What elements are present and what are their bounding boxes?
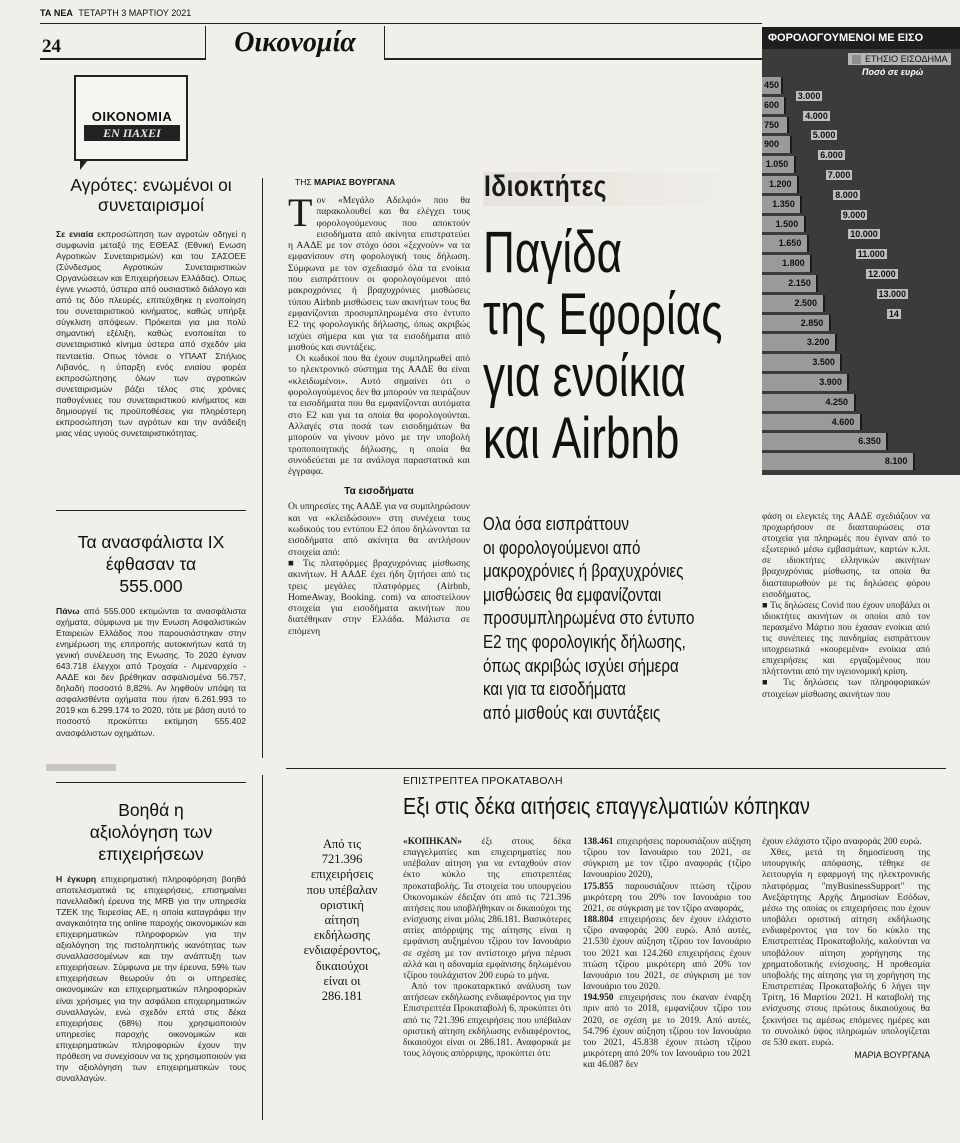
pull-line-5: οριστική <box>320 897 364 912</box>
chart-label-income: 8.000 <box>835 189 858 200</box>
page-number: 24 <box>42 36 61 57</box>
deck-line-2: οι φορολογούμενοι από <box>483 537 641 558</box>
brief-tzek-body <box>56 874 246 1084</box>
main-p3: Οι υπηρεσίες της ΑΑΔΕ για να συμπληρώσουν και να «κλειδώσουν» στη συνέχεια τους κωδικούς του εντύπου Ε2 όπου δηλώνονται τα εισοδήματα από ακίνητα θα αντλήσουν στοιχεία από: <box>288 501 470 558</box>
chart-label-income: 13.000 <box>878 288 907 299</box>
deck-line-8: και για τα εισοδήματα <box>483 679 626 700</box>
brief-tzek-title: Βοηθά η αξιολόγηση των επιχειρήσεων <box>89 800 213 864</box>
brief-ix-lead: Πάνω <box>56 606 80 616</box>
deck-line-4: μισθώσεις θα εμφανίζονται <box>483 584 662 605</box>
bottom-c1-text: έξι στους δέκα επαγγελματίες και επιχειρηματίες που υπέβαλαν αίτηση για να ενταχθούν στον έκτο κύκλο της επιστρεπτέας προκαταβολής. Τα στοιχεία του υπουργείου Οικονομικών έδειξαν ότι από τις 721.396 αιτήσεις που υποβλήθηκαν οι δικαιούχοι της ενίσχυσης είναι μόλις 286.181. Βασικότερες αιτίες απόρριψης της αίτησης είναι η εμφάνιση αυξημένου τζίρου τον Ιανουάριο σε σχέση με τον αντίστοιχο μήνα πέρυσι αλλά και η αδυναμία εμφάνισης δηλωμένου τζίρου τουλάχιστον 200 ευρώ το μήνα. <box>403 837 571 981</box>
main-col-1 <box>288 190 470 637</box>
chart-label-amount: 1.350 <box>772 198 795 209</box>
bottom-c3-p2: Χθες, μετά τη δημοσίευση της υπουργικής απόφασης, τέθηκε σε λειτουργία η εφαρμογή της ηλεκτρονικής πλατφόρμας "myBusinessSupport" της Ανεξάρτητης Αρχής Δημοσίων Εσόδων, μέσω της οποίας οι επιχειρήσεις που έχουν υποβάλει οριστική αίτηση εκδήλωσης ενδιαφέροντος για τον 6ο κύκλο της Επιστρεπτέας Προκαταβολής, καλούνται να υποβάλουν αίτηση χορήγησης της χρηματοδοτικής ενίσχυσης. Η προθεσμία υποβολής της αίτησης για τη χορήγηση της Επιστρεπτέας Προκαταβολής 6 λήγει την Τρίτη, 16 Μαρτίου 2021. Η καταβολή της ενίσχυσης στους πρώτους δικαιούχους θα ξεκινήσει τις αμέσως επόμενες ημέρες και το συνολικό ύψος πληρωμών υπολογίζεται σε 530 εκατ. ευρώ. <box>762 848 930 1048</box>
bottom-c2-num-4: 194.950 <box>583 993 614 1004</box>
main-col3-p3: ■ Τις δηλώσεις των πληροφοριακών στοιχείων μίσθωσης ακινήτων που <box>762 677 930 699</box>
masthead <box>40 8 760 24</box>
headline-line-4: και Airbnb <box>483 406 680 471</box>
chart-label-income: 3.000 <box>797 90 821 101</box>
deck-line-7: όπως ακριβώς ισχύει σήμερα <box>483 655 679 676</box>
deck-line-6: Ε2 της φορολογικής δήλωσης, <box>483 631 686 652</box>
pull-line-10: είναι οι <box>323 973 361 988</box>
chart-label-amount: 4.250 <box>825 396 849 407</box>
section-rule <box>40 58 762 60</box>
briefs-logo-sub: ΕΝ ΠΑΧΕΙ <box>84 125 180 141</box>
brief-agrotes-body <box>56 229 246 439</box>
bottom-col-3 <box>762 837 930 1060</box>
chart-legend <box>848 53 951 77</box>
bottom-c3-p1: έχουν ελάχιστο τζίρο αναφοράς 200 ευρώ. <box>762 837 922 847</box>
section-label: Οικονομία <box>234 27 356 58</box>
brief-agrotes-text: εκπροσώπηση των αγροτών οδηγεί η συμφωνία μεταξύ της ΕΘΕΑΣ (Εθνική Ενωση Αγροτικών Συνεταιρισμών) και του ΣΑΣΟΕΕ (Σύνδεσμος Αγροτικών Συνεταιριστικών Οργανώσεων και Επιχειρήσεων Ελλάδας). Οπως έγινε γνωστό, ύστερα από ουσιαστικό διάλογο και από τις δύο πλευρές, επιτεύχθηκε η ενοποίηση του συνεταιριστικού κινήματος, καθώς υπήρξε σύγκλιση απόψεων. Πρόκειται για μια πολύ σημαντική εξέλιξη, καθώς ενοποιείται το συνεταιριστικό κίνημα ύστερα από σχεδόν μία πενταετία. Οπως τόνισε ο ΥΠΑΑΤ Σπήλιος Λιβανός, η ύπαρξη ενός ενιαίου φορέα εκπροσώπησης όλων των αγροτικών συνεταιρισμών βάζει τέλος στις χρόνιες παθογένειες του συνεταιριστικού κινήματος και δημιουργεί τις προϋποθέσεις για πληρέστερη εκπροσώπηση των αγρότων και την ανάδειξη μιας νέας υγιούς συνεταιριστικότητας. <box>56 229 246 438</box>
chart-label-income: 5.000 <box>812 130 836 141</box>
bottom-c1-p1 <box>403 837 571 982</box>
bottom-c2-text-3: επιχειρήσεις δεν έχουν ελάχιστο τζίρο αναφοράς 200 ευρώ. Από αυτές, 21.530 έχουν αύξηση τζίρου τον Ιανουάριο του 2021 και 124.260 επιχειρήσεις έχουν πτώση τζίρου μικρότερη από 20% τον Ιανουάριο του 2021, σε σύγκριση με τον Ιανουάριο του 2020. <box>583 915 751 993</box>
bottom-c2-item-1 <box>583 837 751 882</box>
byline-prefix: ΤΗΣ <box>295 177 312 187</box>
brief-ix-title: Τα ανασφάλιστα ΙΧ έφθασαν τα 555.000 <box>77 532 225 596</box>
brief-agrotes-title: Αγρότες: ενωμένοι οι συνεταιρισμοί <box>70 175 232 215</box>
bottom-c2-item-3 <box>583 915 751 993</box>
bottom-c2-num-3: 188.804 <box>583 915 614 926</box>
chart-label-income: 9.000 <box>842 209 866 220</box>
brief-ix <box>56 531 246 739</box>
bottom-top-rule <box>286 768 946 769</box>
tax-chart <box>762 27 960 475</box>
chart-label-amount: 2.850 <box>800 317 824 328</box>
bottom-c2-item-2 <box>583 882 751 915</box>
bottom-c1-lead: «ΚΟΠΗΚΑΝ» <box>403 837 462 847</box>
bottom-c2-text-4: επιχειρήσεις που έκαναν έναρξη πριν από το 2018, εμφανίζουν τζίρο του 2020, σε σχέση με το 2019. Από αυτές, 54.796 έχουν αύξηση τζίρου τον Ιανουάριο του 2021, 45.838 έχουν πτώση τζίρου μικρότερη από 20% τον Ιανουάριο του 2021 και 46.087 δεν <box>583 993 751 1071</box>
legend-income: ΕΤΗΣΙΟ ΕΙΣΟΔΗΜΑ <box>865 54 948 64</box>
chart-label-amount: 1.650 <box>778 238 802 249</box>
drop-cap: Τ <box>288 190 313 235</box>
bottom-col-2 <box>583 837 751 1071</box>
chart-label-amount: 900 <box>764 139 780 150</box>
chart-label-amount: 2.150 <box>788 278 811 288</box>
left-col-vrule <box>262 178 263 758</box>
chart-rows <box>762 77 960 475</box>
main-col-3 <box>762 511 930 700</box>
bottom-signature: ΜΑΡΙΑ ΒΟΥΡΓΑΝΑ <box>854 1049 930 1060</box>
chart-label-amount: 3.900 <box>819 377 842 387</box>
chart-label-income: 7.000 <box>827 170 851 180</box>
brief-tzek <box>56 799 246 1084</box>
subhead-income: Τα εισοδήματα <box>344 486 414 498</box>
chart-label-amount: 3.500 <box>812 357 835 368</box>
brief-tzek-text: επιχειρηματική πληροφόρηση βοηθά αποτελεσματικά τις επιχειρήσεις, επισημαίνει πανελλαδική έρευνα της MRB για την υπηρεσία ΤΖΕΚ της Τειρεσίας ΑΕ, η οποία καταγράφει την αναγκαιότητα της online παροχής οικονομικών και επιχειρηματικών πληροφοριών για την αξιολόγηση της πιστοληπτικής ικανότητας των συναλλασσομένων και την ανάπτυξη των επιχειρήσεων. Σύμφωνα με την έρευνα, 59% των επιχειρήσεων θεωρούν ότι οι υπηρεσίες οικονομικών και επιχειρηματικών πληροφοριών είναι χρήσιμες για την ασφάλεια επιχειρηματικών συναλλαγών, ενώ σχεδόν επτά στις δέκα επιχειρήσεις (68%) που χρησιμοποιούν υπηρεσίες παροχής οικονομικών και επιχειρηματικών πληροφοριών έχουν την πρόθεση να συνεχίσουν να τις χρησιμοποιούν για την αξιολόγηση των επιχειρηματικών τους συναλλαγών. <box>56 874 246 1083</box>
left-col-vrule-2 <box>262 775 263 1120</box>
main-col3-p2: ■ Τις δηλώσεις Covid που έχουν υποβάλει οι ιδιοκτήτες ακινήτων οι οποίοι από τον περασμένο Μάρτιο που έχασαν ενοίκια από τις συνέπειες της πανδημίας εισπράττουν υποχρεωτικά «κουρεμένα» ενοίκια από επιχειρήσεις και εργαζομένους που πλήττονται από την υγειονομική κρίση. <box>762 599 930 677</box>
main-col3-p1: φάση οι ελεγκτές της ΑΑΔΕ σχεδιάζουν να προχωρήσουν σε διασταυρώσεις στα στοιχεία για πληρωμές που έγιναν από το εξωτερικό μέσω εμβασμάτων, καρτών κ.λπ. σε ιδιοκτήτες ελληνικών ακινήτων βραχυχρόνιας μίσθωσης, τα οποία θα διασταυρωθούν με τις δηλώσεις φόρου εισοδήματος. <box>762 511 930 599</box>
briefs-logo <box>74 75 188 161</box>
deck-line-9: από μισθούς και συντάξεις <box>483 702 661 723</box>
pull-line-6: αίτηση <box>324 913 360 928</box>
deck <box>483 513 753 725</box>
bottom-c1-p2: Από τον προκαταρκτικό ανάλυση των αιτήσεων εκδήλωσης ενδιαφέροντος για την Επιστρεπτέα Προκαταβολή 6, προκύπτει ότι από τις 721.396 επιχειρήσεις που υπέβαλαν οριστική αίτηση εκδήλωσης ενδιαφέροντος, δικαιούχοι είναι οι 286.181. Αναφορικά με τους λόγους απόρριψης, προκύπτει ότι: <box>403 982 571 1059</box>
brief-agrotes <box>56 175 246 439</box>
legend-swatch-income <box>852 55 861 64</box>
chart-label-amount: 1.200 <box>769 179 792 189</box>
main-p1-text: ον «Μεγάλο Αδελφό» που θα παρακολουθεί και θα ελέγχει τους φορολογούμενους που αποκτούν εισοδήματα από ακίνητα επιστρατεύει η ΑΑΔΕ με τον στόχο όσοι «ξεχνούν» να τα εμφανίσουν στη φορολογική τους δήλωση. Σύμφωνα με τον σχεδιασμό όλα τα ενοίκια που εισπράττουν οι φορολογούμενοι από μακροχρόνιες ή βραχυχρόνιες μισθώσεις τύπου Airbnb μισθώσεις των ακινήτων τους θα εμφανίζονται προσυμπληρωμένα στο έντυπο Ε2 της φορολογικής δήλωσης, όπως ακριβώς ισχύει σήμερα και για τα εισοδήματα από μισθούς και συντάξεις. <box>288 195 470 353</box>
chart-label-amount: 750 <box>764 119 780 130</box>
chart-label-amount: 6.350 <box>858 436 881 447</box>
pull-line-11: 286.181 <box>321 989 363 1004</box>
chart-label-income: 14 <box>888 308 899 319</box>
bottom-kicker: ΕΠΙΣΤΡΕΠΤΕΑ ΠΡΟΚΑΤΑΒΟΛΗ <box>403 775 563 787</box>
chart-label-income: 4.000 <box>805 110 828 121</box>
left-divider-2 <box>56 782 246 783</box>
main-p2: Οι κωδικοί που θα έχουν συμπληρωθεί από το ηλεκτρονικό σύστημα της ΑΑΔΕ θα είναι «κλειδωμένοι». Αυτό σημαίνει ότι ο φορολογούμενος δεν θα μπορούν να πειράζουν τα εισοδήματα που θα εμφανίζονται αυτόματα στο Ε2 και για τα οποία θα φορολογούνται. Αλλαγές στα ποσά των εισοδημάτων θα μπορούν να γίνουν μόνο με την υποβολή τροποποιητικής δήλωσης, η οποία θα συνοδεύεται με τα ανάλογα παραστατικά και έγγραφα. <box>288 353 470 478</box>
headline-line-2: της Εφορίας <box>483 282 723 347</box>
bottom-c2-num-1: 138.461 <box>583 837 614 847</box>
chart-label-income: 12.000 <box>868 269 896 279</box>
bottom-headline: Εξι στις δέκα αιτήσεις επαγγελματιών κόπηκαν <box>403 793 810 819</box>
pull-line-3: επιχειρήσεις <box>310 867 374 882</box>
pull-quote <box>292 837 392 1004</box>
chart-label-amount: 1.500 <box>775 218 799 229</box>
chart-label-income: 6.000 <box>820 150 843 161</box>
chart-title: ΦΟΡΟΛΟΓΟΥΜΕΝΟΙ ΜΕ ΕΙΣΟ <box>762 27 960 49</box>
headline <box>483 222 773 470</box>
masthead-rule <box>40 23 762 24</box>
bottom-c2-num-2: 175.855 <box>583 881 614 892</box>
pull-line-1: Από τις <box>322 837 362 851</box>
chart-label-amount: 4.600 <box>831 416 855 427</box>
headline-kicker: Ιδιοκτήτες <box>484 170 607 203</box>
ad-strip <box>46 764 116 771</box>
left-divider-1 <box>56 510 246 511</box>
bottom-c2-text-1: επιχειρήσεις παρουσιάζουν αύξηση τζίρου τον Ιανουάριο του 2021, σε σύγκριση με τον τζίρο αναφοράς (τζίρο Ιανουαρίου 2020), <box>583 837 751 881</box>
chart-label-income: 10.000 <box>850 229 878 240</box>
main-p1 <box>288 190 470 353</box>
headline-line-3: για ενοίκια <box>483 344 686 409</box>
chart-label-amount: 3.200 <box>806 337 830 348</box>
bottom-col-1 <box>403 837 571 1060</box>
chart-label-amount: 450 <box>764 80 780 90</box>
byline <box>295 177 395 187</box>
headline-line-1: Παγίδα <box>483 220 623 285</box>
brief-ix-text: από 555.000 εκτιμώνται τα ανασφάλιστα οχήματα, σύμφωνα με την Ενωση Ασφαλιστικών Εταιρειών Ελλάδος που παρουσιάστηκαν στην ενημέρωση της επιτροπής αυτοκινήτων κατά τη γενική συνέλευση της Ενωσης. Το 2020 έγιναν 643.718 έλεγχοι από Τροχαία - Λιμεναρχείο - ΑΑΔΕ και δεν βρέθηκαν ασφαλισμένα 56.757, δηλαδή ποσοστό 8,82%. Αν ληφθούν υπόψη τα ασφαλισθέντα οχήματα που ήταν 6.261.993 το 2019 και 6.299.174 το 2020, τότε με βάση αυτό το ποσοστό προκύπτει εκτίμηση 555.402 ανασφάλιστων οχημάτων. <box>56 606 246 738</box>
briefs-logo-tail <box>80 160 88 170</box>
bottom-c2-text-2: παρουσιάζουν πτώση τζίρου μικρότερη του 20% τον Ιανουάριο του 2021, σε σύγκριση με τον τζίρο αναφοράς, <box>583 881 751 914</box>
issue-date: ΤΕΤΑΡΤΗ 3 ΜΑΡΤΙΟΥ 2021 <box>78 8 192 18</box>
byline-name: ΜΑΡΙΑΣ ΒΟΥΡΓΑΝΑ <box>313 177 396 187</box>
chart-label-amount: 1.800 <box>782 258 805 269</box>
chart-label-amount: 600 <box>764 99 780 110</box>
pull-line-2: 721.396 <box>321 852 363 867</box>
pull-line-9: δικαιούχοι <box>315 958 369 973</box>
deck-line-1: Ολα όσα εισπράττουν <box>483 514 629 534</box>
deck-line-3: μακροχρόνιες ή βραχυχρόνιες <box>483 561 684 582</box>
brief-tzek-lead: Η έγκυρη <box>56 874 97 884</box>
legend-amount: Ποσό σε ευρώ <box>862 67 924 77</box>
brief-ix-body <box>56 606 246 739</box>
chart-label-income: 11.000 <box>857 249 885 260</box>
deck-line-5: προσυμπληρωμένα στο έντυπο <box>483 608 695 629</box>
section-label-box <box>205 26 385 60</box>
briefs-logo-title: ΟΙΚΟΝΟΜΙΑ <box>91 109 173 124</box>
pull-line-7: εκδήλωσης <box>313 928 371 943</box>
main-p4: ■ Τις πλατφόρμες βραχυχρόνιας μίσθωσης ακινήτων. Η ΑΑΔΕ έχει ήδη ζητήσει από τις τρεις μεγάλες πλατφόρμες (Airbnb, HomeAway, Booking. com) να αποστείλουν στοιχεία για εισοδήματα ακινήτων που διατέθηκαν στην Ελλάδα. Μάλιστα σε επόμενη <box>288 557 470 637</box>
bottom-c2-item-4 <box>583 993 751 1071</box>
brief-agrotes-lead: Σε ενιαία <box>56 229 94 239</box>
chart-label-amount: 2.500 <box>794 297 818 308</box>
chart-label-amount: 1.050 <box>765 159 789 170</box>
pull-line-4: που υπέβαλαν <box>306 882 378 897</box>
pull-line-8: ενδιαφέροντος, <box>303 943 381 958</box>
paper-name: ΤΑ ΝΕΑ <box>40 8 73 18</box>
chart-label-amount: 8.100 <box>884 456 908 467</box>
